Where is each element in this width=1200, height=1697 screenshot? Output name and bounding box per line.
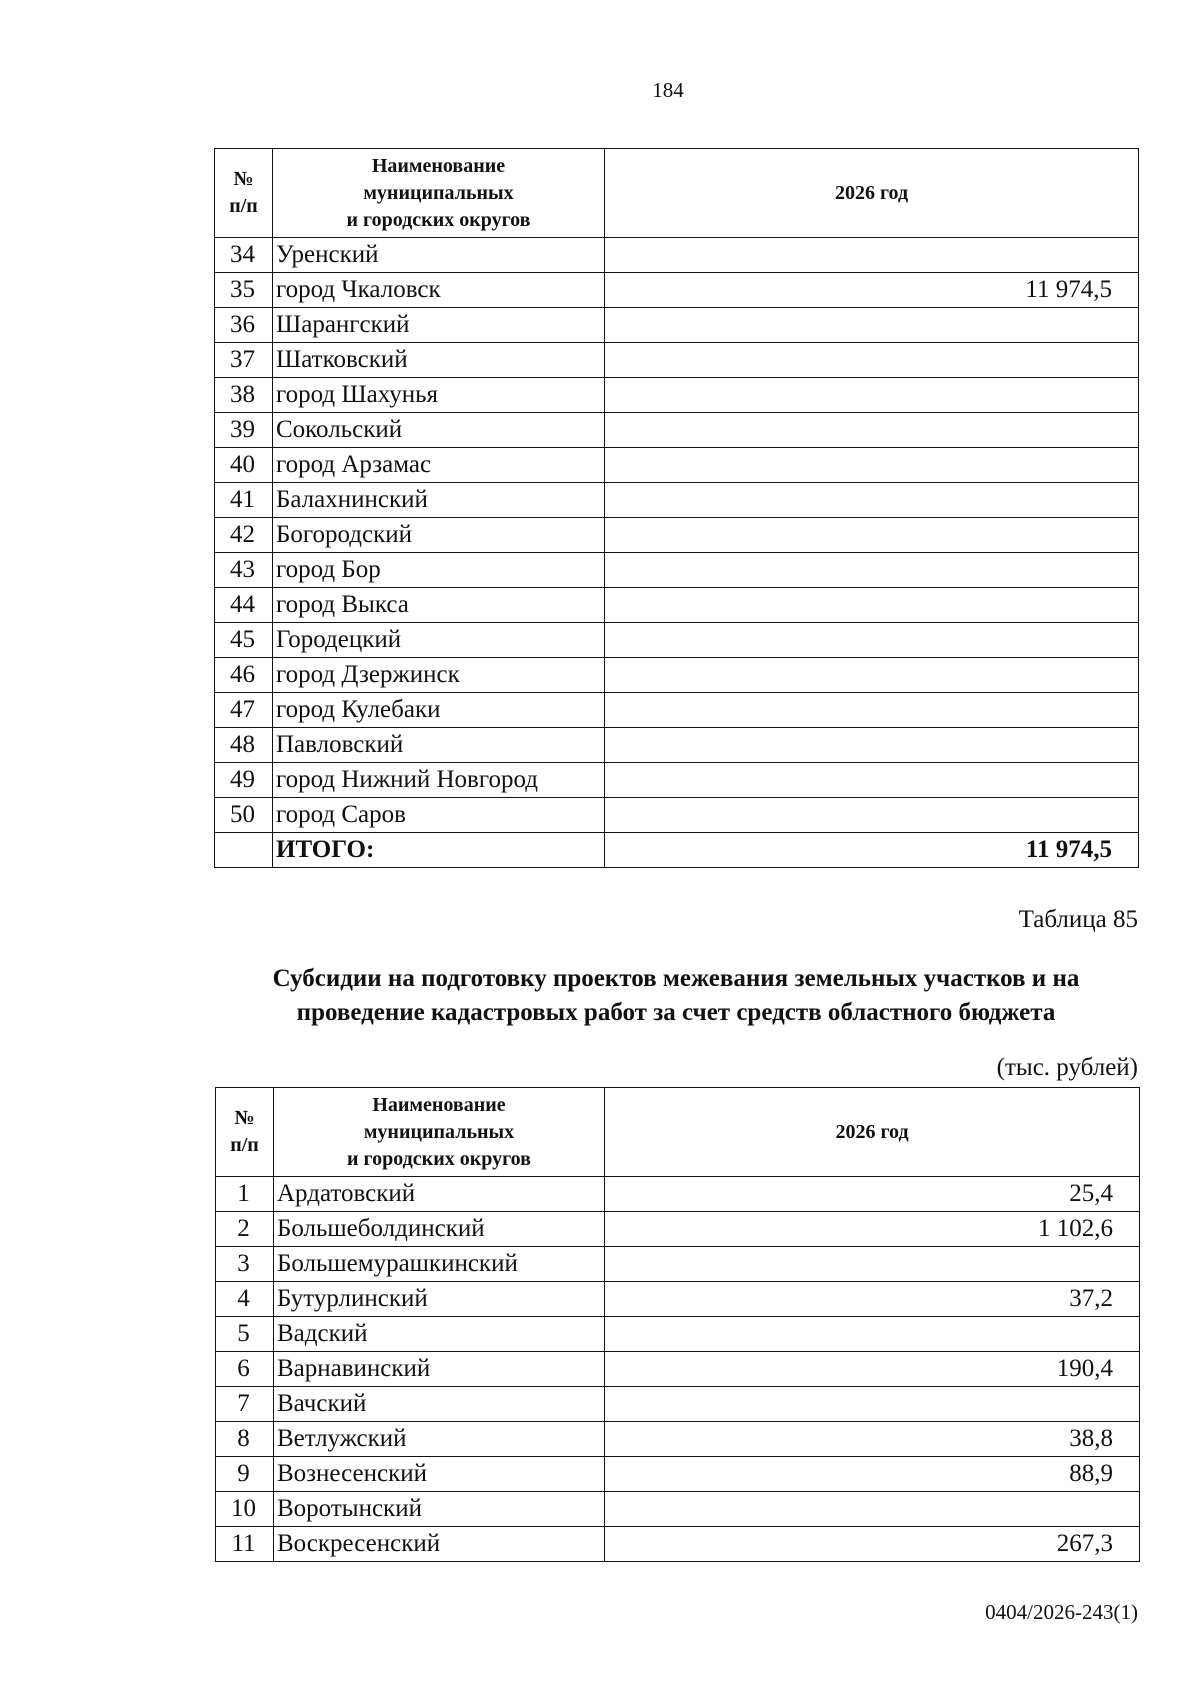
row-name: Ветлужский bbox=[274, 1422, 605, 1457]
subsidy-table-bottom bbox=[215, 1087, 1140, 1562]
table-label: Таблица 85 bbox=[1018, 906, 1138, 933]
table-row bbox=[216, 1317, 1140, 1352]
row-number: 36 bbox=[215, 308, 273, 343]
table-row bbox=[215, 623, 1139, 658]
header-num: № п/п bbox=[216, 1088, 274, 1177]
row-name: Варнавинский bbox=[274, 1352, 605, 1387]
header-name: Наименование муниципальных и городских округов bbox=[274, 1088, 605, 1177]
table-row bbox=[215, 273, 1139, 308]
header-year: 2026 год bbox=[605, 1088, 1140, 1177]
table-row bbox=[216, 1177, 1140, 1212]
row-value bbox=[605, 448, 1139, 483]
row-value: 38,8 bbox=[605, 1422, 1140, 1457]
row-name: Воскресенский bbox=[274, 1527, 605, 1562]
row-name: Балахнинский bbox=[273, 483, 605, 518]
total-row bbox=[215, 833, 1139, 868]
table-row bbox=[215, 763, 1139, 798]
row-name: Ардатовский bbox=[274, 1177, 605, 1212]
row-name: город Выкса bbox=[273, 588, 605, 623]
table-row bbox=[216, 1492, 1140, 1527]
table-row bbox=[215, 518, 1139, 553]
row-number: 45 bbox=[215, 623, 273, 658]
row-name: город Нижний Новгород bbox=[273, 763, 605, 798]
row-number: 3 bbox=[216, 1247, 274, 1282]
table-row bbox=[216, 1527, 1140, 1562]
row-value: 190,4 bbox=[605, 1352, 1140, 1387]
table-row bbox=[215, 483, 1139, 518]
table-row bbox=[215, 658, 1139, 693]
table-row bbox=[215, 588, 1139, 623]
row-name: город Арзамас bbox=[273, 448, 605, 483]
table-row bbox=[215, 343, 1139, 378]
row-name: Воротынский bbox=[274, 1492, 605, 1527]
row-value: 37,2 bbox=[605, 1282, 1140, 1317]
row-name: Шатковский bbox=[273, 343, 605, 378]
page-number: 184 bbox=[652, 78, 684, 102]
row-name: город Бор bbox=[273, 553, 605, 588]
row-number: 42 bbox=[215, 518, 273, 553]
header-year: 2026 год bbox=[605, 149, 1139, 238]
row-name: Вознесенский bbox=[274, 1457, 605, 1492]
row-value: 267,3 bbox=[605, 1527, 1140, 1562]
row-value bbox=[605, 798, 1139, 833]
table-row bbox=[215, 378, 1139, 413]
table-row bbox=[216, 1387, 1140, 1422]
row-value: 88,9 bbox=[605, 1457, 1140, 1492]
row-value bbox=[605, 553, 1139, 588]
row-number: 4 bbox=[216, 1282, 274, 1317]
row-name: Большеболдинский bbox=[274, 1212, 605, 1247]
row-value bbox=[605, 728, 1139, 763]
row-name: Вадский bbox=[274, 1317, 605, 1352]
row-number: 37 bbox=[215, 343, 273, 378]
row-number: 6 bbox=[216, 1352, 274, 1387]
row-number: 40 bbox=[215, 448, 273, 483]
units-label: (тыс. рублей) bbox=[996, 1054, 1138, 1081]
subsidy-table-top bbox=[214, 148, 1139, 868]
row-value: 1 102,6 bbox=[605, 1212, 1140, 1247]
row-number: 1 bbox=[216, 1177, 274, 1212]
table-row bbox=[215, 798, 1139, 833]
total-label: ИТОГО: bbox=[273, 833, 605, 868]
row-name: город Чкаловск bbox=[273, 273, 605, 308]
row-number: 46 bbox=[215, 658, 273, 693]
row-value bbox=[605, 238, 1139, 273]
row-number: 7 bbox=[216, 1387, 274, 1422]
row-value: 11 974,5 bbox=[605, 273, 1139, 308]
table-row bbox=[216, 1457, 1140, 1492]
row-number: 43 bbox=[215, 553, 273, 588]
row-number: 9 bbox=[216, 1457, 274, 1492]
row-number: 10 bbox=[216, 1492, 274, 1527]
header-name: Наименование муниципальных и городских округов bbox=[273, 149, 605, 238]
table-title: Субсидии на подготовку проектов межевания земельных участков и на проведение кадастровых работ за счет средств областного бюджета bbox=[272, 965, 1080, 1026]
row-value bbox=[605, 763, 1139, 798]
header-num: № п/п bbox=[215, 149, 273, 238]
table-row bbox=[215, 308, 1139, 343]
total-empty-cell bbox=[215, 833, 273, 868]
table-row bbox=[216, 1422, 1140, 1457]
table-header-row bbox=[215, 149, 1139, 238]
row-name: город Дзержинск bbox=[273, 658, 605, 693]
row-number: 35 bbox=[215, 273, 273, 308]
table-row bbox=[216, 1212, 1140, 1247]
table-row bbox=[215, 448, 1139, 483]
row-value bbox=[605, 1247, 1140, 1282]
row-number: 5 bbox=[216, 1317, 274, 1352]
row-value bbox=[605, 518, 1139, 553]
row-number: 11 bbox=[216, 1527, 274, 1562]
row-value bbox=[605, 378, 1139, 413]
row-value bbox=[605, 1492, 1140, 1527]
row-name: Бутурлинский bbox=[274, 1282, 605, 1317]
table-row bbox=[216, 1282, 1140, 1317]
row-number: 41 bbox=[215, 483, 273, 518]
row-value bbox=[605, 623, 1139, 658]
table-row bbox=[215, 238, 1139, 273]
row-name: город Саров bbox=[273, 798, 605, 833]
row-number: 2 bbox=[216, 1212, 274, 1247]
row-number: 39 bbox=[215, 413, 273, 448]
row-number: 48 bbox=[215, 728, 273, 763]
row-value bbox=[605, 658, 1139, 693]
row-value bbox=[605, 308, 1139, 343]
table-row bbox=[216, 1247, 1140, 1282]
row-number: 44 bbox=[215, 588, 273, 623]
row-number: 34 bbox=[215, 238, 273, 273]
row-name: Городецкий bbox=[273, 623, 605, 658]
row-name: город Кулебаки bbox=[273, 693, 605, 728]
row-name: Шарангский bbox=[273, 308, 605, 343]
row-number: 49 bbox=[215, 763, 273, 798]
row-value: 25,4 bbox=[605, 1177, 1140, 1212]
row-value bbox=[605, 1317, 1140, 1352]
row-value bbox=[605, 483, 1139, 518]
row-name: Богородский bbox=[273, 518, 605, 553]
table-row bbox=[215, 413, 1139, 448]
table-body bbox=[216, 1177, 1140, 1562]
row-value bbox=[605, 1387, 1140, 1422]
row-name: Большемурашкинский bbox=[274, 1247, 605, 1282]
row-number: 50 bbox=[215, 798, 273, 833]
table-row bbox=[215, 553, 1139, 588]
row-number: 38 bbox=[215, 378, 273, 413]
row-name: Вачский bbox=[274, 1387, 605, 1422]
row-name: Павловский bbox=[273, 728, 605, 763]
row-name: Сокольский bbox=[273, 413, 605, 448]
document-code: 0404/2026-243(1) bbox=[985, 1600, 1138, 1624]
table-body bbox=[215, 238, 1139, 868]
row-value bbox=[605, 413, 1139, 448]
row-name: город Шахунья bbox=[273, 378, 605, 413]
row-value bbox=[605, 588, 1139, 623]
table-header-row bbox=[216, 1088, 1140, 1177]
table-row bbox=[215, 693, 1139, 728]
table-row bbox=[215, 728, 1139, 763]
row-number: 47 bbox=[215, 693, 273, 728]
table-row bbox=[216, 1352, 1140, 1387]
row-value bbox=[605, 343, 1139, 378]
total-value: 11 974,5 bbox=[605, 833, 1139, 868]
row-number: 8 bbox=[216, 1422, 274, 1457]
row-value bbox=[605, 693, 1139, 728]
row-name: Уренский bbox=[273, 238, 605, 273]
